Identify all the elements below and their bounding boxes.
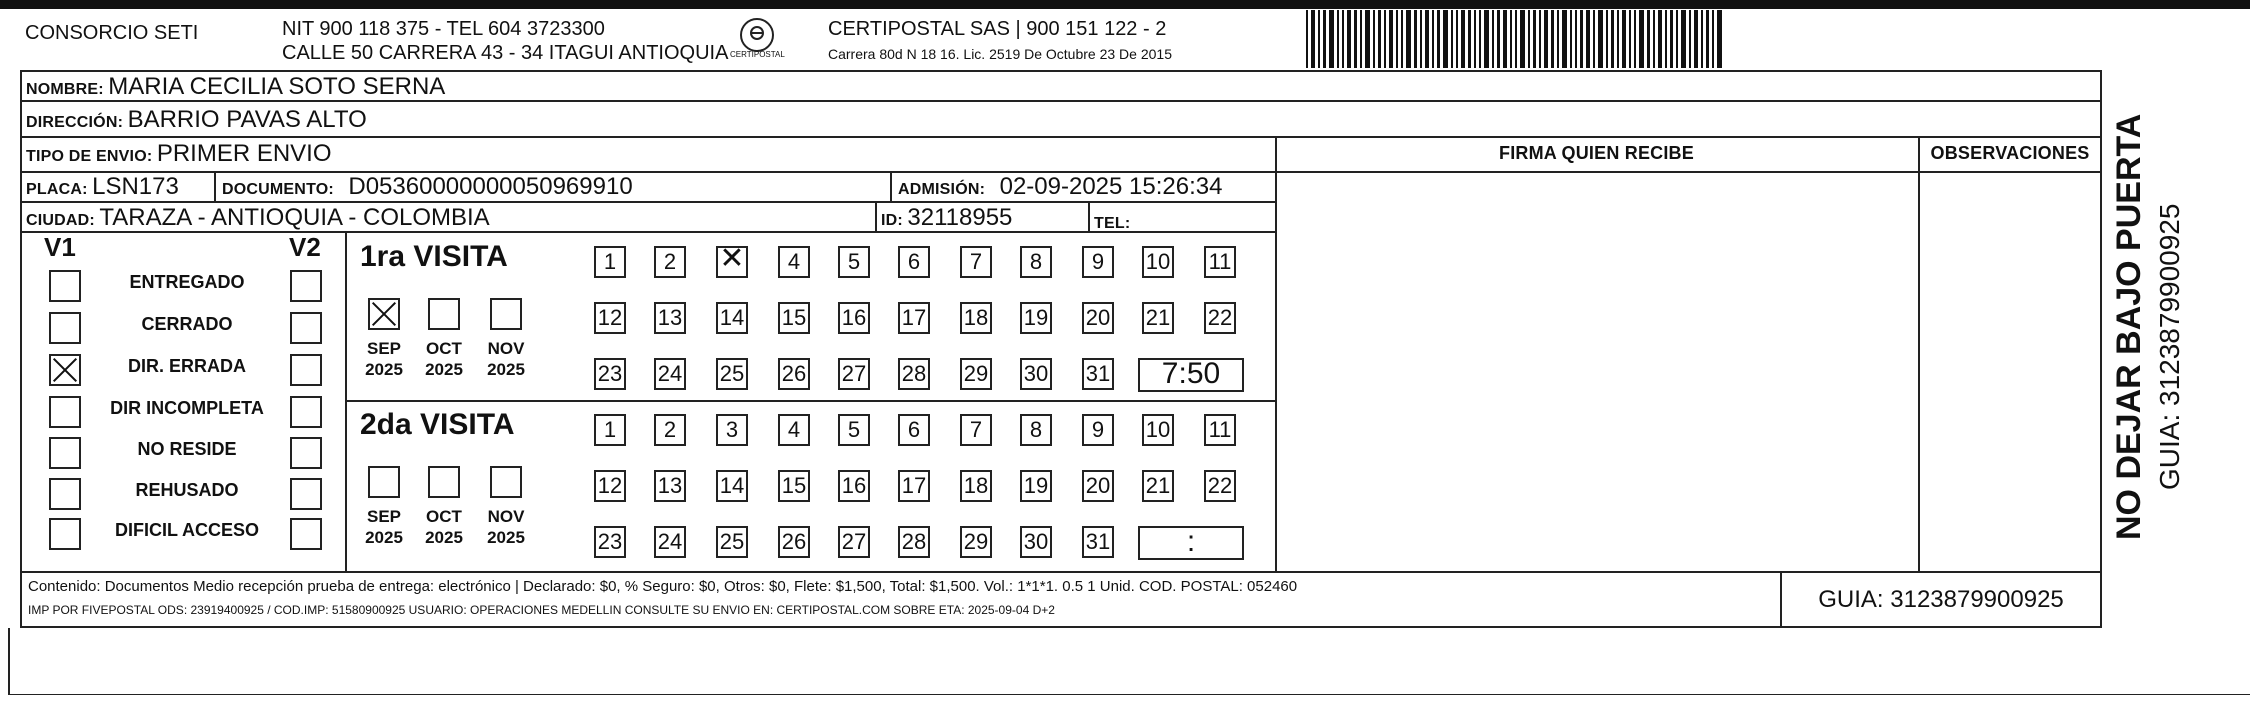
sender-name: CONSORCIO SETI bbox=[25, 22, 199, 44]
day-box-10[interactable]: 10 bbox=[1142, 246, 1174, 278]
day-box-27[interactable]: 27 bbox=[838, 526, 870, 558]
barcode-bar bbox=[1611, 10, 1614, 68]
month-option bbox=[422, 338, 466, 380]
barcode-bar bbox=[1629, 10, 1631, 68]
barcode-bar bbox=[1318, 10, 1320, 68]
month-checkbox-nov[interactable] bbox=[490, 466, 522, 498]
barcode-bar bbox=[1479, 10, 1481, 68]
nombre-value: MARIA CECILIA SOTO SERNA bbox=[108, 73, 446, 100]
documento-row bbox=[222, 173, 633, 201]
barcode-bar bbox=[1647, 10, 1650, 68]
barcode-bar bbox=[1551, 10, 1554, 68]
status-option-label: NO RESIDE bbox=[137, 439, 237, 459]
barcode-bar bbox=[1456, 10, 1458, 68]
barcode-bar bbox=[1670, 10, 1673, 68]
barcode-bar bbox=[1484, 10, 1489, 68]
barcode-bar bbox=[1593, 10, 1595, 68]
tel-label: TEL: bbox=[1094, 215, 1131, 232]
day-box-23[interactable]: 23 bbox=[594, 358, 626, 390]
day-box-26[interactable]: 26 bbox=[778, 526, 810, 558]
day-box-19[interactable]: 19 bbox=[1020, 470, 1052, 502]
nombre-label: NOMBRE: bbox=[26, 81, 104, 98]
placa-label: PLACA: bbox=[26, 181, 88, 198]
barcode-bar bbox=[1681, 10, 1686, 68]
side-guia: GUIA: 3123879900925 bbox=[2154, 203, 2185, 490]
day-box-29[interactable]: 29 bbox=[960, 526, 992, 558]
barcode-bar bbox=[1575, 10, 1577, 68]
day-box-12[interactable]: 12 bbox=[594, 470, 626, 502]
day-box-20[interactable]: 20 bbox=[1082, 302, 1114, 334]
firma-header: FIRMA QUIEN RECIBE bbox=[1499, 143, 1694, 163]
month-checkbox-nov[interactable] bbox=[490, 298, 522, 330]
id-label: ID: bbox=[881, 212, 903, 229]
observaciones-header: OBSERVACIONES bbox=[1930, 143, 2090, 163]
footer-contenido: Contenido: Documentos Medio recepción prueba de entrega: electrónico | Declarado: $0, % Seguro: $0, Otros: $0, Flete: $1,500, Total: $1,500. Vol.: 1*1*1. 0.5 1 Unid. COD. POSTAL: 052460 bbox=[28, 578, 1298, 595]
year-label: 2025 bbox=[365, 528, 403, 547]
barcode-bar bbox=[1701, 10, 1703, 68]
barcode-bar bbox=[1665, 10, 1667, 68]
day-box-11[interactable]: 11 bbox=[1204, 414, 1236, 446]
month-checkbox-sep[interactable] bbox=[368, 298, 400, 330]
day-box-23[interactable]: 23 bbox=[594, 526, 626, 558]
month-checkbox-oct[interactable] bbox=[428, 298, 460, 330]
month-option bbox=[422, 506, 466, 548]
day-box-13[interactable]: 13 bbox=[654, 302, 686, 334]
barcode-bar bbox=[1639, 10, 1644, 68]
day-box-13[interactable]: 13 bbox=[654, 470, 686, 502]
barcode-bar bbox=[1676, 10, 1678, 68]
barcode-bar bbox=[1384, 10, 1386, 68]
visit-time-box[interactable]: : bbox=[1138, 526, 1244, 560]
barcode-bar bbox=[1634, 10, 1636, 68]
day-box-12[interactable]: 12 bbox=[594, 302, 626, 334]
barcode-bar bbox=[1443, 10, 1448, 68]
month-option bbox=[362, 338, 406, 380]
month-checkbox-oct[interactable] bbox=[428, 466, 460, 498]
barcode-bar bbox=[1503, 10, 1507, 68]
barcode-bar bbox=[1570, 10, 1572, 68]
day-box-6[interactable]: 6 bbox=[898, 414, 930, 446]
placa-row bbox=[26, 173, 179, 201]
month-label: OCT bbox=[426, 507, 462, 526]
side-warning: NO DEJAR BAJO PUERTA bbox=[2110, 113, 2148, 540]
day-box-3[interactable] bbox=[716, 246, 748, 278]
barcode-bar bbox=[1306, 10, 1308, 68]
day-box-6[interactable]: 6 bbox=[898, 246, 930, 278]
month-label: SEP bbox=[366, 507, 402, 526]
day-box-15[interactable]: 15 bbox=[778, 470, 810, 502]
day-box-28[interactable]: 28 bbox=[898, 526, 930, 558]
day-box-17[interactable]: 17 bbox=[898, 470, 930, 502]
admision-row bbox=[898, 173, 1222, 201]
month-checkbox-sep[interactable] bbox=[368, 466, 400, 498]
day-box-25[interactable]: 25 bbox=[716, 526, 748, 558]
day-box-2[interactable]: 2 bbox=[654, 414, 686, 446]
day-box-31[interactable]: 31 bbox=[1082, 358, 1114, 390]
barcode-bar bbox=[1694, 10, 1698, 68]
day-box-8[interactable]: 8 bbox=[1020, 246, 1052, 278]
status-option-label: ENTREGADO bbox=[129, 272, 245, 292]
direccion-label: DIRECCIÓN: bbox=[26, 114, 124, 131]
day-box-3[interactable]: 3 bbox=[716, 414, 748, 446]
day-box-7[interactable]: 7 bbox=[960, 246, 992, 278]
month-label: NOV bbox=[487, 339, 525, 358]
year-label: 2025 bbox=[487, 360, 525, 379]
sender-address: CALLE 50 CARRERA 43 - 34 ITAGUI ANTIOQUIA bbox=[282, 42, 729, 64]
barcode-bar bbox=[1373, 10, 1375, 68]
top-border bbox=[0, 0, 2250, 9]
day-box-18[interactable]: 18 bbox=[960, 302, 992, 334]
barcode-bar bbox=[1337, 10, 1339, 68]
visit-time-box[interactable]: 7:50 bbox=[1138, 358, 1244, 392]
barcode-bar bbox=[1406, 10, 1411, 68]
barcode-bar bbox=[1396, 10, 1398, 68]
barcode-bar bbox=[1520, 10, 1525, 68]
barcode-bar bbox=[1432, 10, 1434, 68]
barcode-bar bbox=[1598, 10, 1603, 68]
day-box-5[interactable]: 5 bbox=[838, 414, 870, 446]
barcode-bar bbox=[1342, 10, 1344, 68]
barcode-bar bbox=[1329, 10, 1334, 68]
barcode-bar bbox=[1653, 10, 1655, 68]
day-box-4[interactable]: 4 bbox=[778, 246, 810, 278]
footer-imp: IMP POR FIVEPOSTAL ODS: 23919400925 / COD.IMP: 51580900925 USUARIO: OPERACIONES MEDELLIN CONSULTE SU ENVIO EN: CERTIPOSTAL.COM SOBRE ETA: 2025-09-04 D+2 bbox=[28, 603, 1055, 617]
direccion-row bbox=[26, 106, 367, 134]
carrier-name: CERTIPOSTAL SAS | 900 151 122 - 2 bbox=[828, 18, 1167, 40]
ciudad-label: CIUDAD: bbox=[26, 212, 95, 229]
day-box-18[interactable]: 18 bbox=[960, 470, 992, 502]
admision-value: 02-09-2025 15:26:34 bbox=[999, 173, 1223, 200]
barcode-bar bbox=[1497, 10, 1500, 68]
year-label: 2025 bbox=[487, 528, 525, 547]
day-box-19[interactable]: 19 bbox=[1020, 302, 1052, 334]
barcode-bar bbox=[1468, 10, 1471, 68]
day-box-30[interactable]: 30 bbox=[1020, 526, 1052, 558]
day-box-5[interactable]: 5 bbox=[838, 246, 870, 278]
barcode-bar bbox=[1414, 10, 1417, 68]
barcode-bar bbox=[1492, 10, 1494, 68]
barcode-bar bbox=[1689, 10, 1691, 68]
day-box-27[interactable]: 27 bbox=[838, 358, 870, 390]
day-box-22[interactable]: 22 bbox=[1204, 302, 1236, 334]
documento-label: DOCUMENTO: bbox=[222, 181, 334, 198]
status-option-label: DIFICIL ACCESO bbox=[114, 520, 259, 540]
day-box-26[interactable]: 26 bbox=[778, 358, 810, 390]
barcode-bar bbox=[1354, 10, 1357, 68]
barcode-bar bbox=[1515, 10, 1517, 68]
barcode-bar bbox=[1378, 10, 1381, 68]
barcode-bar bbox=[1622, 10, 1626, 68]
barcode-bar bbox=[1533, 10, 1536, 68]
day-box-1[interactable]: 1 bbox=[594, 414, 626, 446]
day-box-7[interactable]: 7 bbox=[960, 414, 992, 446]
barcode-bar bbox=[1580, 10, 1583, 68]
month-option bbox=[362, 506, 406, 548]
day-box-14[interactable]: 14 bbox=[716, 302, 748, 334]
tipo-value: PRIMER ENVIO bbox=[156, 140, 332, 167]
month-label: SEP bbox=[366, 339, 402, 358]
day-box-9[interactable]: 9 bbox=[1082, 414, 1114, 446]
day-box-16[interactable]: 16 bbox=[838, 470, 870, 502]
documento-value: D05360000000050969910 bbox=[348, 173, 633, 200]
day-box-11[interactable]: 11 bbox=[1204, 246, 1236, 278]
ciudad-row bbox=[26, 204, 490, 232]
barcode-bar bbox=[1451, 10, 1453, 68]
footer-guia: GUIA: 3123879900925 bbox=[1818, 586, 2064, 613]
day-box-1[interactable]: 1 bbox=[594, 246, 626, 278]
direccion-value: BARRIO PAVAS ALTO bbox=[127, 106, 367, 133]
day-box-24[interactable]: 24 bbox=[654, 526, 686, 558]
tipo-row bbox=[26, 140, 332, 168]
day-box-14[interactable]: 14 bbox=[716, 470, 748, 502]
barcode-bar bbox=[1389, 10, 1393, 68]
status-option-label: DIR INCOMPLETA bbox=[110, 398, 264, 418]
barcode-bar bbox=[1510, 10, 1512, 68]
id-row bbox=[881, 204, 1012, 232]
day-box-4[interactable]: 4 bbox=[778, 414, 810, 446]
v2-label: V2 bbox=[289, 232, 321, 262]
nombre-row bbox=[26, 73, 445, 101]
barcode-bar bbox=[1712, 10, 1714, 68]
barcode-bar bbox=[1539, 10, 1541, 68]
carrier-license: Carrera 80d N 18 16. Lic. 2519 De Octubre 23 De 2015 bbox=[828, 46, 1172, 62]
visit-title: 2da VISITA bbox=[360, 408, 515, 441]
day-box-20[interactable]: 20 bbox=[1082, 470, 1114, 502]
day-box-28[interactable]: 28 bbox=[898, 358, 930, 390]
barcode-bar bbox=[1437, 10, 1440, 68]
barcode-bar bbox=[1706, 10, 1709, 68]
day-box-17[interactable]: 17 bbox=[898, 302, 930, 334]
barcode-bar bbox=[1425, 10, 1429, 68]
barcode-bar bbox=[1606, 10, 1608, 68]
month-label: NOV bbox=[487, 507, 525, 526]
month-option bbox=[484, 506, 528, 548]
barcode-bar bbox=[1365, 10, 1370, 68]
barcode-bar bbox=[1586, 10, 1590, 68]
v1-label: V1 bbox=[44, 232, 76, 262]
barcode-bar bbox=[1658, 10, 1662, 68]
day-box-16[interactable]: 16 bbox=[838, 302, 870, 334]
status-option-label: DIR. ERRADA bbox=[127, 356, 246, 376]
placa-value: LSN173 bbox=[92, 173, 179, 200]
day-box-29[interactable]: 29 bbox=[960, 358, 992, 390]
barcode-bar bbox=[1617, 10, 1619, 68]
day-box-24[interactable]: 24 bbox=[654, 358, 686, 390]
barcode-bar bbox=[1461, 10, 1465, 68]
month-label: OCT bbox=[426, 339, 462, 358]
barcode-bar bbox=[1717, 10, 1722, 68]
day-box-22[interactable]: 22 bbox=[1204, 470, 1236, 502]
day-box-9[interactable]: 9 bbox=[1082, 246, 1114, 278]
barcode-bar bbox=[1474, 10, 1476, 68]
day-box-8[interactable]: 8 bbox=[1020, 414, 1052, 446]
tel-row bbox=[1094, 207, 1130, 235]
day-box-31[interactable]: 31 bbox=[1082, 526, 1114, 558]
barcode-bar bbox=[1401, 10, 1403, 68]
year-label: 2025 bbox=[425, 360, 463, 379]
logo-caption: CERTIPOSTAL bbox=[730, 50, 785, 59]
barcode-bar bbox=[1311, 10, 1315, 68]
visit-title: 1ra VISITA bbox=[360, 240, 508, 273]
ciudad-value: TARAZA - ANTIOQUIA - COLOMBIA bbox=[99, 204, 490, 231]
day-box-2[interactable]: 2 bbox=[654, 246, 686, 278]
id-value: 32118955 bbox=[907, 204, 1013, 231]
status-option-label: CERRADO bbox=[141, 314, 233, 334]
sender-nit: NIT 900 118 375 - TEL 604 3723300 bbox=[282, 18, 605, 40]
barcode-bar bbox=[1360, 10, 1362, 68]
status-option-label: REHUSADO bbox=[135, 480, 239, 500]
barcode-bar bbox=[1562, 10, 1567, 68]
month-option bbox=[484, 338, 528, 380]
barcode-bar bbox=[1544, 10, 1548, 68]
tipo-label: TIPO DE ENVIO: bbox=[26, 148, 153, 165]
barcode-bar bbox=[1347, 10, 1351, 68]
certipostal-logo-icon bbox=[740, 18, 774, 52]
barcode-bar bbox=[1557, 10, 1559, 68]
day-box-25[interactable]: 25 bbox=[716, 358, 748, 390]
day-box-15[interactable]: 15 bbox=[778, 302, 810, 334]
barcode bbox=[1306, 10, 1906, 68]
year-label: 2025 bbox=[425, 528, 463, 547]
day-box-21[interactable]: 21 bbox=[1142, 470, 1174, 502]
barcode-bar bbox=[1420, 10, 1422, 68]
day-box-30[interactable]: 30 bbox=[1020, 358, 1052, 390]
barcode-bar bbox=[1528, 10, 1530, 68]
day-box-21[interactable]: 21 bbox=[1142, 302, 1174, 334]
barcode-bar bbox=[1323, 10, 1326, 68]
admision-label: ADMISIÓN: bbox=[898, 181, 986, 198]
year-label: 2025 bbox=[365, 360, 403, 379]
day-box-10[interactable]: 10 bbox=[1142, 414, 1174, 446]
